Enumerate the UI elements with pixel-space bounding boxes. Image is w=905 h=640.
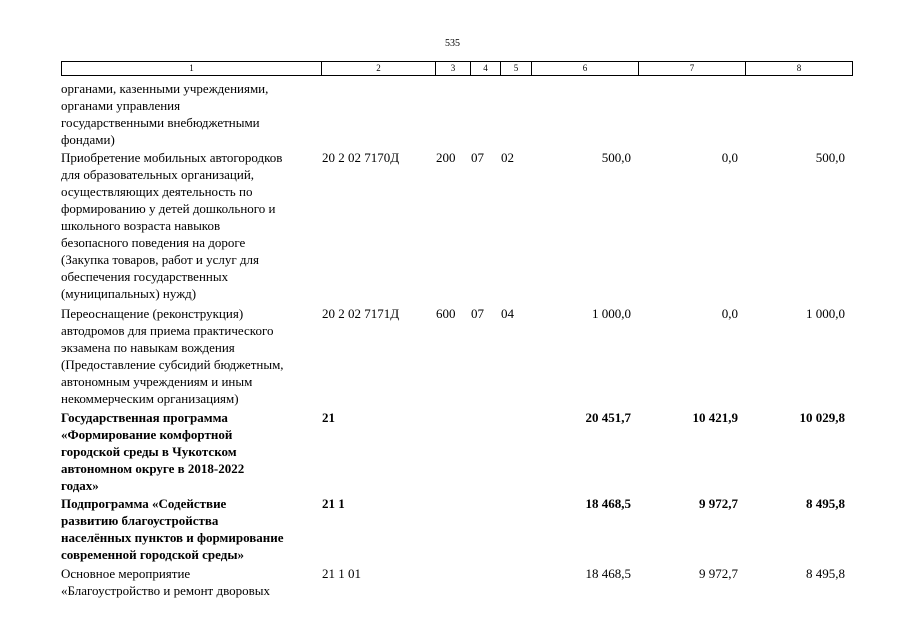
header-col-5: 5 — [501, 62, 532, 76]
row-value-col7: 0,0 — [721, 150, 738, 165]
header-col-6: 6 — [532, 62, 639, 76]
row-section: 07 — [471, 306, 484, 321]
header-col-1: 1 — [62, 62, 322, 76]
row-code: 21 1 01 — [322, 566, 361, 581]
row-value-col8: 1 000,0 — [806, 306, 845, 321]
row-name: Переоснащение (реконструкция) автодромов для приема практического экзамена по навыкам вождения (Предоставление субсидий бюджетным, автономным учреждениям и иным некоммерческим организациям) — [61, 306, 284, 406]
row-code: 21 — [322, 410, 335, 425]
row-name: органами, казенными учреждениями, органами управления государственными внебюджетными фондами) — [61, 81, 269, 147]
page-number: 535 — [445, 38, 460, 49]
table-row — [61, 409, 849, 494]
row-name: Приобретение мобильных автогородков для образовательных организаций, осуществляющих деятельность по формированию у детей дошкольного и школьного возраста навыков безопасного поведения на дороге (Закупка товаров, работ и услуг для обеспечения государственных (муниципальных) нужд) — [61, 150, 283, 301]
row-value-col8: 8 495,8 — [806, 496, 845, 511]
row-subsection: 04 — [501, 306, 514, 321]
row-value-col8: 10 029,8 — [799, 410, 845, 425]
row-code: 20 2 02 7171Д — [322, 306, 400, 321]
table-row — [61, 495, 849, 563]
row-name: Основное мероприятие «Благоустройство и ремонт дворовых — [61, 566, 271, 598]
row-value-total: 20 451,7 — [585, 410, 631, 425]
row-code: 21 1 — [322, 496, 345, 511]
row-value-total: 1 000,0 — [592, 306, 631, 321]
table-row — [61, 305, 849, 407]
row-code: 20 2 02 7170Д — [322, 150, 400, 165]
column-number-header — [61, 61, 853, 76]
header-col-2: 2 — [322, 62, 436, 76]
table-row — [61, 80, 849, 148]
row-value-total: 18 468,5 — [585, 496, 631, 511]
row-expense-type: 600 — [436, 306, 456, 321]
row-section: 07 — [471, 150, 484, 165]
row-value-col8: 500,0 — [815, 150, 845, 165]
row-value-col7: 9 972,7 — [699, 496, 738, 511]
table-row — [61, 565, 849, 599]
table-row — [61, 149, 849, 302]
row-value-col8: 8 495,8 — [806, 566, 845, 581]
header-col-3: 3 — [436, 62, 471, 76]
row-name: Подпрограмма «Содействие развитию благоустройства населённых пунктов и формирование современной городской среды» — [61, 496, 284, 562]
header-col-7: 7 — [639, 62, 746, 76]
header-col-8: 8 — [746, 62, 853, 76]
row-value-col7: 10 421,9 — [692, 410, 738, 425]
header-col-4: 4 — [471, 62, 501, 76]
row-value-col7: 9 972,7 — [699, 566, 738, 581]
row-subsection: 02 — [501, 150, 514, 165]
row-value-total: 500,0 — [601, 150, 631, 165]
row-name: Государственная программа «Формирование комфортной городской среды в Чукотском автономном округе в 2018-2022 годах» — [61, 410, 245, 493]
row-value-total: 18 468,5 — [585, 566, 631, 581]
row-expense-type: 200 — [436, 150, 456, 165]
row-value-col7: 0,0 — [721, 306, 738, 321]
